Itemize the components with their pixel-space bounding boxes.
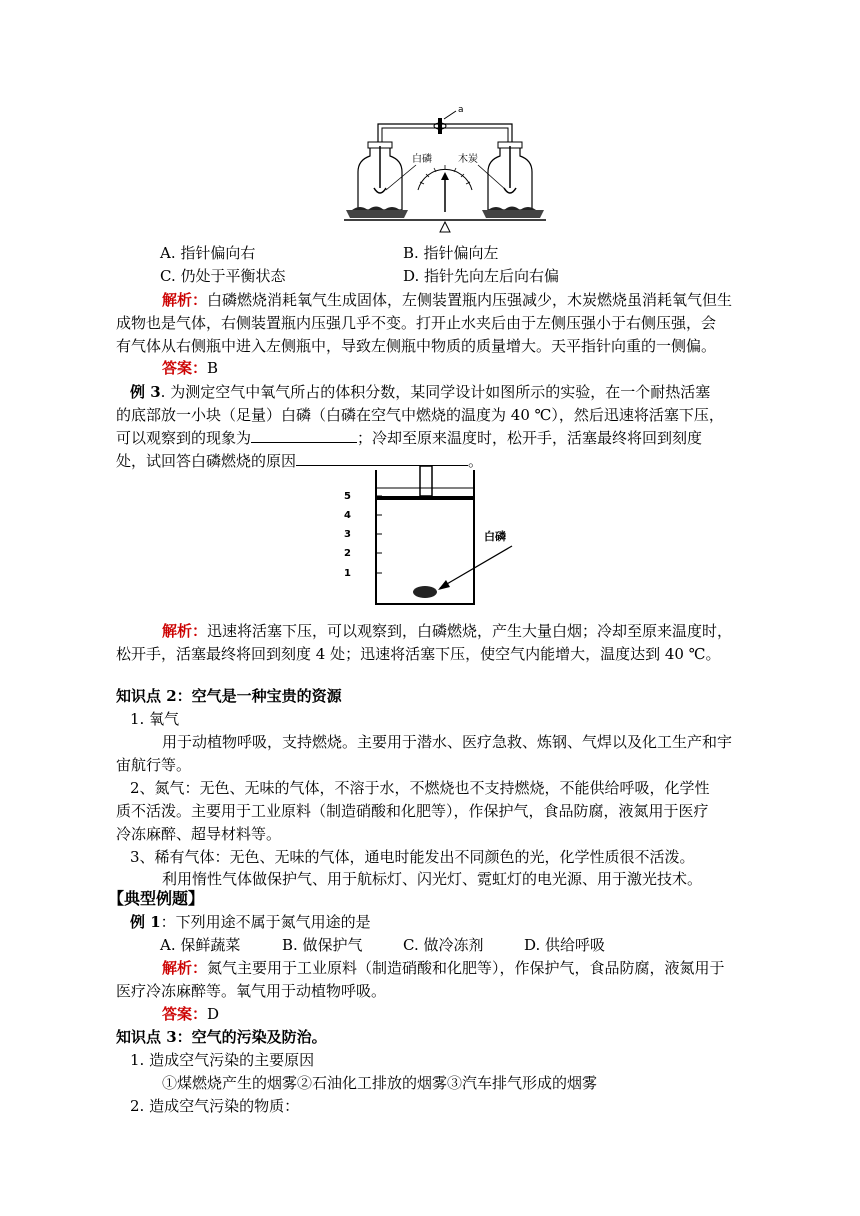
option-b: B. 指针偏向左 (403, 244, 499, 262)
scale-4: 4 (344, 510, 351, 521)
typical-analysis-line2: 医疗冷冻麻醉等。氧气用于动植物呼吸。 (116, 982, 387, 1000)
ex3-line3: 可以观察到的现象为 ；冷却至原来温度时，松开手，活塞最终将回到刻度 (116, 429, 703, 447)
ex3-line4: 处，试回答白磷燃烧的原因 。 (116, 452, 484, 470)
typical-analysis-line1: 解析：氮气主要用于工业原料（制造硝酸和化肥等），作保护气，食品防腐，液氮用于 (162, 959, 725, 977)
scale-2: 2 (344, 548, 351, 559)
kp2-title: 知识点 2：空气是一种宝贵的资源 (116, 687, 342, 705)
piston-cylinder-figure (336, 462, 536, 610)
kp2-nitrogen-line3: 冷冻麻醉、超导材料等。 (116, 825, 282, 843)
q2-analysis-line1: 解析：白磷燃烧消耗氧气生成固体，左侧装置瓶内压强减少，木炭燃烧虽消耗氧气但生 (162, 291, 733, 309)
typical-answer: 答案：D (162, 1005, 220, 1023)
q2-analysis-line3: 有气体从右侧瓶中进入左侧瓶中，导致左侧瓶中物质的质量增大。天平指针向重的一侧偏。 (116, 337, 717, 355)
option-a: A. 指针偏向右 (160, 244, 256, 262)
typical-option-a: A. 保鲜蔬菜 (160, 936, 241, 954)
kp2-oxygen-line2: 宙航行等。 (116, 756, 192, 774)
kp2-oxygen-title: 1. 氧气 (130, 710, 180, 728)
ex3-analysis-line1: 解析：迅速将活塞下压，可以观察到，白磷燃烧，产生大量白烟；冷却至原来温度时， (162, 622, 733, 640)
typical-heading: 【典型例题】 (108, 889, 205, 908)
kp2-rare-line2: 利用惰性气体做保护气、用于航标灯、闪光灯、霓虹灯的电光源、用于激光技术。 (162, 870, 703, 888)
ex3-label: 例 3 (130, 383, 161, 401)
q2-analysis-line2: 成物也是气体，右侧装置瓶内压强几乎不变。打开止水夹后由于左侧压强小于右侧压强，会 (116, 314, 717, 332)
kp2-nitrogen-line1: 2、氮气：无色、无味的气体，不溶于水，不燃烧也不支持燃烧，不能供给呼吸，化学性 (130, 779, 710, 797)
ex3-analysis-line2: 松开手，活塞最终将回到刻度 4 处；迅速将活塞下压，使空气内能增大，温度达到 40 ℃。 (116, 645, 721, 663)
typical-option-d: D. 供给呼吸 (524, 936, 606, 954)
scale-1: 1 (344, 568, 351, 579)
analysis-label: 解析： (162, 291, 208, 309)
typical-ex1: 例 1：下列用途不属于氮气用途的是 (130, 913, 371, 931)
white-phosphorus-label: 白磷 (412, 154, 432, 165)
charcoal-label: 木炭 (458, 154, 478, 165)
answer-label: 答案： (162, 359, 208, 377)
kp3-item1-detail: ①煤燃烧产生的烟雾②石油化工排放的烟雾③汽车排气形成的烟雾 (162, 1074, 598, 1092)
typical-option-b: B. 做保护气 (282, 936, 363, 954)
kp3-item1: 1. 造成空气污染的主要原因 (130, 1051, 315, 1069)
kp2-rare-line1: 3、稀有气体：无色、无味的气体，通电时能发出不同颜色的光，化学性质很不活泼。 (130, 848, 695, 866)
option-c: C. 仍处于平衡状态 (160, 267, 286, 285)
kp2-nitrogen-line2: 质不活泼。主要用于工业原料（制造硝酸和化肥等），作保护气，食品防腐，液氮用于医疗 (116, 802, 709, 820)
kp3-title: 知识点 3：空气的污染及防治。 (116, 1028, 327, 1046)
white-phosphorus-label-2: 白磷 (484, 530, 506, 543)
balance-apparatus-figure (340, 102, 550, 234)
kp3-item2: 2. 造成空气污染的物质： (130, 1097, 300, 1115)
scale-3: 3 (344, 529, 351, 540)
scale-5: 5 (344, 491, 351, 502)
typical-option-c: C. 做冷冻剂 (403, 936, 484, 954)
q2-answer: 答案：B (162, 359, 219, 377)
option-d: D. 指针先向左后向右偏 (403, 267, 560, 285)
clamp-label: a (458, 105, 464, 115)
ex3-line1: 例 3. 为测定空气中氧气所占的体积分数，某同学设计如图所示的实验，在一个耐热活塞 (130, 383, 711, 401)
ex3-line2: 的底部放一小块（足量）白磷（白磷在空气中燃烧的温度为 40 ℃），然后迅速将活塞下压， (116, 406, 724, 424)
kp2-oxygen-line1: 用于动植物呼吸，支持燃烧。主要用于潜水、医疗急救、炼钢、气焊以及化工生产和宇 (162, 733, 733, 751)
answer-blank-1[interactable] (251, 428, 357, 443)
